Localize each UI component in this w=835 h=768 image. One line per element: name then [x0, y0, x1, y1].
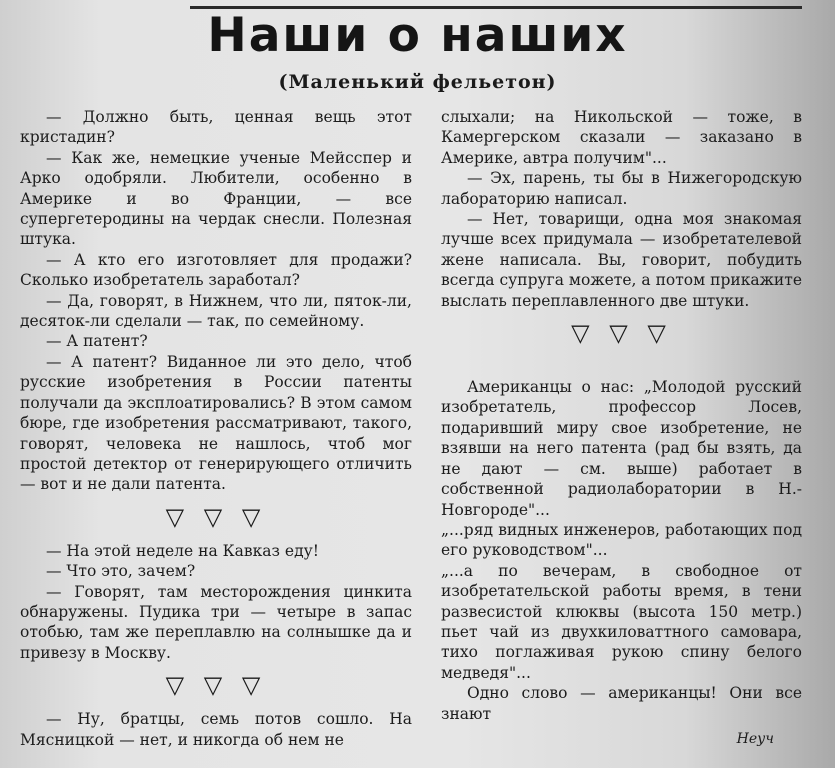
paragraph: — Как же, немецкие ученые Мейсспер и Арко одобряли. Любители, особенно в Америке и во Франции, — все супергетеродины на чердак снесли. Полезная штука. — [20, 148, 412, 249]
section-divider-triangles: ▽ ▽ ▽ — [165, 502, 267, 531]
paragraph: — Должно быть, ценная вещь этот кристадин? — [20, 108, 412, 147]
author-signature: Неуч — [736, 730, 774, 747]
paragraph: — На этой неделе на Кавказ еду! — [46, 541, 319, 560]
paragraph: Американцы о нас: „Молодой русский изобретатель, профессор Лосев, подаривший миру свое изобретение, не взявши на него патента (рад бы взять, да не дают — см. выше) работает в собственной радиолаборатории в Н.-Новгороде"... — [441, 378, 802, 519]
article-title: Наши о наших — [207, 8, 628, 63]
paragraph: — Что это, зачем? — [46, 562, 196, 581]
left-column — [20, 107, 412, 750]
paragraph: — Говорят, там месторождения цинкита обнаружены. Пудика три — четыре в запас отобью, там же переплавлю на солнышке да и привезу в Москву. — [20, 582, 412, 662]
paragraph: — А патент? — [46, 332, 148, 351]
paragraph: — Нет, товарищи, одна моя знакомая лучше всех придумала — изобретателевой жене написала. Вы, говорит, побудить всегда супруга можете, а потом прикажите выслать переплавленного две штуки. — [441, 210, 802, 310]
paragraph: — А кто его изготовляет для продажи? Сколько изобретатель заработал? — [20, 250, 412, 290]
paragraph: — Эх, парень, ты бы в Нижегородскую лабораторию написал. — [441, 169, 802, 208]
paragraph: — А патент? Виданное ли это дело, чтоб русские изобретения в России патенты получали да эксплоатировались? В этом самом бюре, где изобретения рассматривают, такого, говорят, человека не нашлось, чтоб мог простой детектор от генерирующего отличить — вот и не дали патента. — [20, 352, 412, 494]
section-divider-triangles: ▽ ▽ ▽ — [571, 319, 672, 348]
paragraph: „...ряд видных инженеров, работающих под его руководством"... — [441, 520, 802, 560]
article-subtitle: (Маленький фельетон) — [278, 71, 557, 93]
spacer — [441, 357, 802, 377]
section-divider-triangles: ▽ ▽ ▽ — [165, 671, 267, 700]
paragraph: — Да, говорят, в Нижнем, что ли, пяток-ли, десяток-ли сделали — так, по семейному. — [20, 291, 412, 331]
paragraph: слыхали; на Никольской — тоже, в Камергерском сказали — заказано в Америке, автра получим"... — [441, 108, 802, 167]
paragraph: Одно слово — американцы! Они все знают — [441, 684, 802, 723]
paragraph: „...а по вечерам, в свободное от изобретательской работы время, в тени развесистой клюквы (высота 150 метр.) пьет чай из двухкиловаттного самовара, тихо поглаживая рукою спину белого медведя"... — [441, 561, 802, 682]
paragraph: — Ну, братцы, семь потов сошло. На Мясницкой — нет, и никогда об нем не — [20, 710, 412, 749]
right-column — [441, 107, 802, 748]
